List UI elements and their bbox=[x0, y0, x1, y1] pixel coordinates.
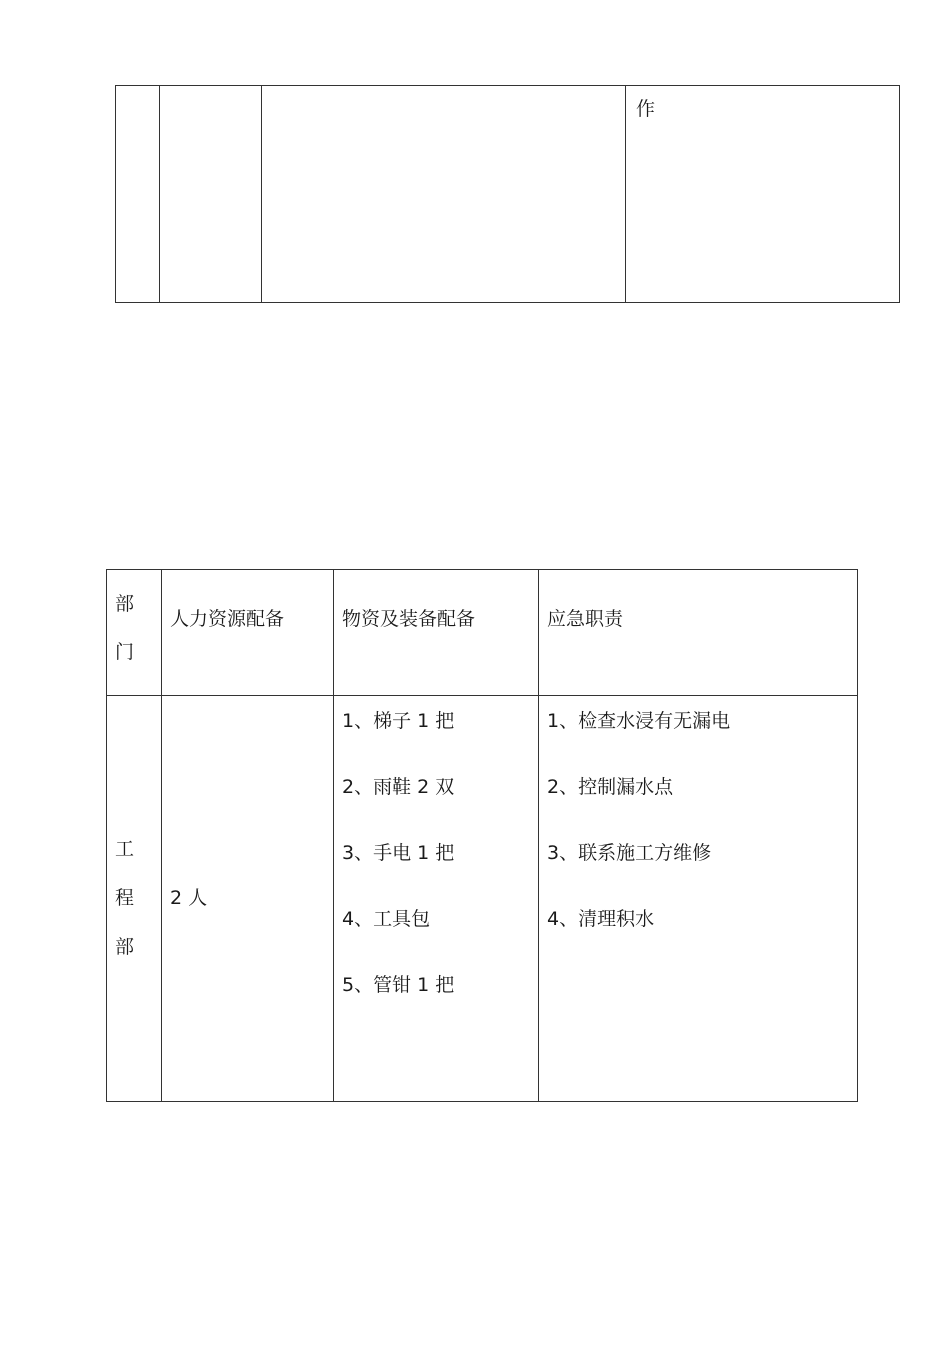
material-item: 2、雨鞋 2 双 bbox=[342, 776, 455, 798]
table-row bbox=[107, 696, 858, 1102]
duty-item: 3、联系施工方维修 bbox=[547, 842, 712, 864]
material-item: 3、手电 1 把 bbox=[342, 842, 455, 864]
material-item: 5、管钳 1 把 bbox=[342, 974, 455, 996]
header-duties bbox=[539, 570, 858, 696]
duty-item: 4、清理积水 bbox=[547, 908, 655, 930]
continued-cell-3 bbox=[262, 86, 626, 303]
continued-cell-1 bbox=[116, 86, 160, 303]
header-materials bbox=[334, 570, 539, 696]
staffing-cell: 2 人 bbox=[162, 696, 334, 1102]
header-materials-label: 物资及装备配备 bbox=[342, 608, 476, 630]
materials-cell bbox=[334, 696, 539, 1102]
header-staffing-label: 人力资源配备 bbox=[170, 608, 285, 630]
dept-char: 工 bbox=[115, 838, 135, 860]
continued-cell-2 bbox=[160, 86, 262, 303]
dept-char: 部 bbox=[115, 936, 135, 958]
continued-cell-4: 作 bbox=[626, 86, 900, 303]
emergency-resource-table bbox=[106, 569, 858, 1102]
header-dept-char: 门 bbox=[115, 641, 135, 663]
material-item: 1、梯子 1 把 bbox=[342, 710, 455, 732]
table-header-row bbox=[107, 570, 858, 696]
header-staffing bbox=[162, 570, 334, 696]
dept-cell bbox=[107, 696, 162, 1102]
continued-table bbox=[115, 85, 900, 303]
duty-item: 2、控制漏水点 bbox=[547, 776, 674, 798]
header-dept bbox=[107, 570, 162, 696]
duties-cell bbox=[539, 696, 858, 1102]
header-dept-char: 部 bbox=[115, 593, 135, 615]
dept-char: 程 bbox=[115, 887, 135, 909]
material-item: 4、工具包 bbox=[342, 908, 431, 930]
header-duties-label: 应急职责 bbox=[547, 608, 624, 630]
duty-item: 1、检查水浸有无漏电 bbox=[547, 710, 731, 732]
continued-table-row bbox=[116, 86, 900, 303]
